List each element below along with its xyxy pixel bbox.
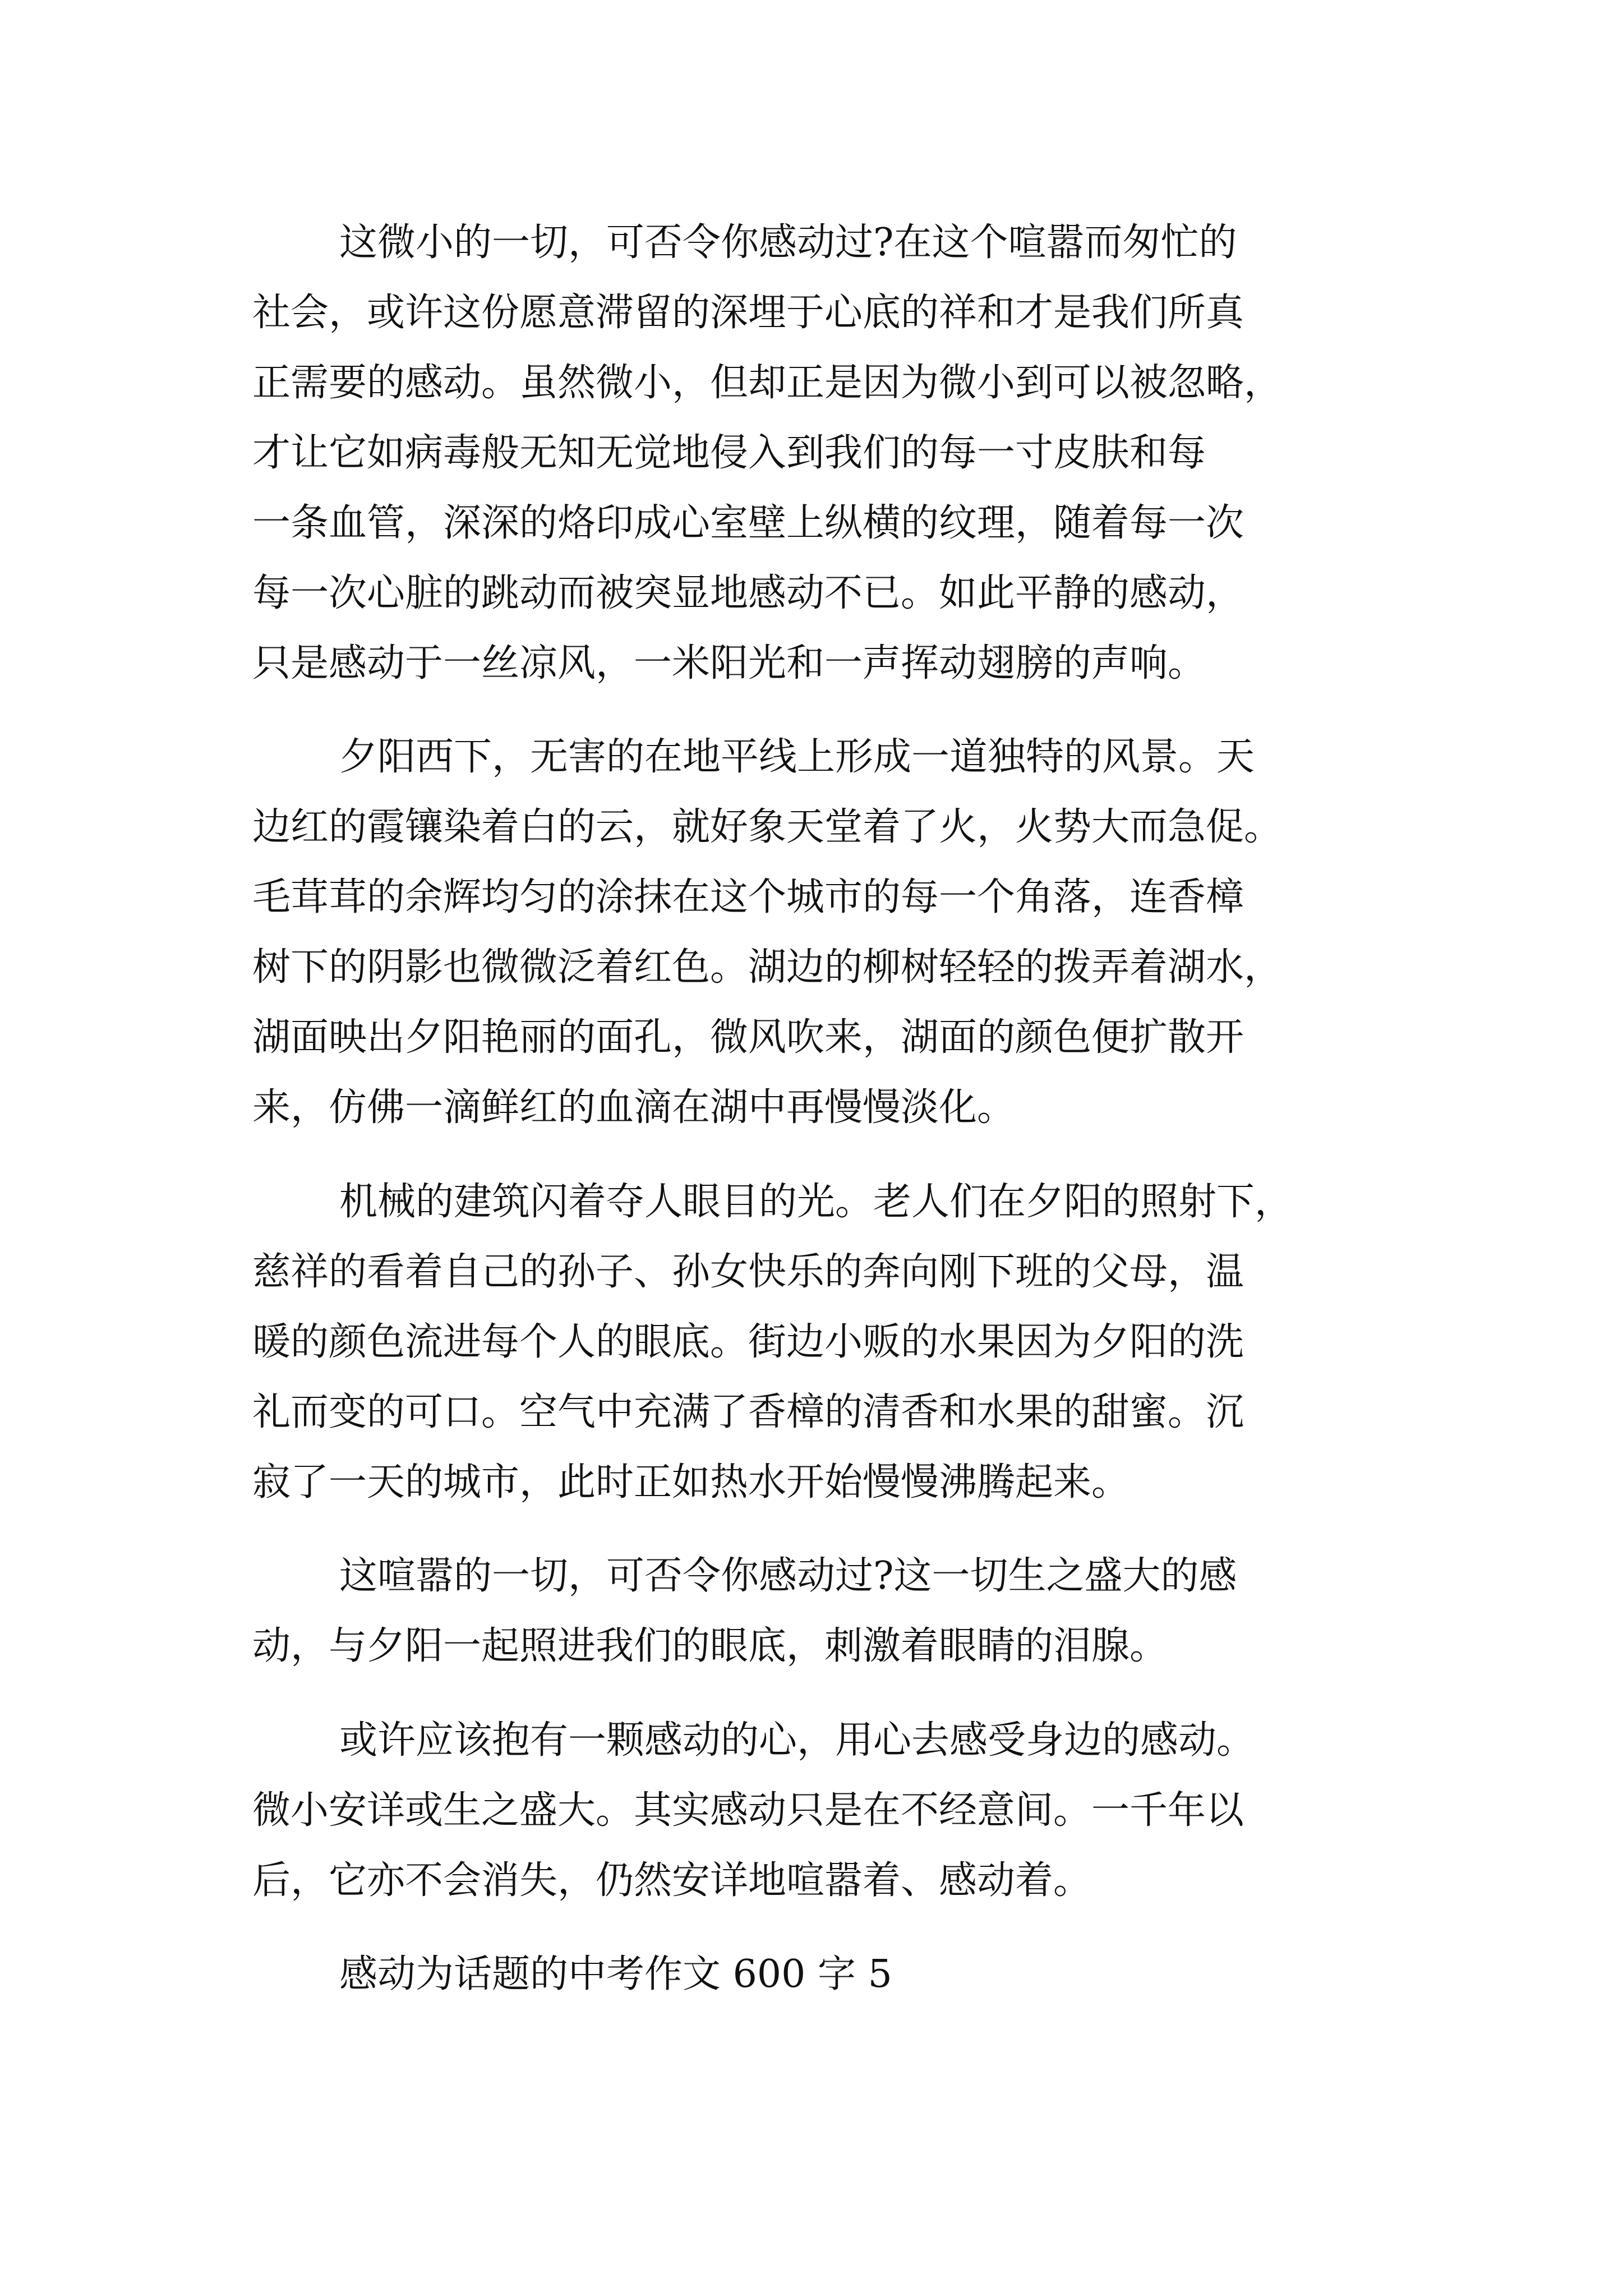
paragraph-2-line-5: 湖面映出夕阳艳丽的面孔，微风吹来，湖面的颜色便扩散开 [252, 1015, 1244, 1060]
paragraph-1-line-6: 每一次心脏的跳动而被突显地感动不已。如此平静的感动， [252, 571, 1244, 615]
paragraph-4-line-1: 这喧嚣的一切，可否令你感动过?这一切生之盛大的感 [339, 1554, 1237, 1598]
paragraph-5-line-1: 或许应该抱有一颗感动的心，用心去感受身边的感动。 [339, 1718, 1255, 1763]
paragraph-1-line-1: 这微小的一切，可否令你感动过?在这个喧嚣而匆忙的 [339, 220, 1237, 265]
paragraph-3-line-1: 机械的建筑闪着夺人眼目的光。老人们在夕阳的照射下， [339, 1180, 1293, 1224]
paragraph-5-line-3: 后，它亦不会消失，仍然安详地喧嚣着、感动着。 [252, 1858, 1092, 1903]
paragraph-1-line-4: 才让它如病毒般无知无觉地侵入到我们的每一寸皮肤和每 [252, 431, 1206, 475]
paragraph-3-line-3: 暖的颜色流进每个人的眼底。街边小贩的水果因为夕阳的洗 [252, 1320, 1244, 1364]
paragraph-3-line-5: 寂了一天的城市，此时正如热水开始慢慢沸腾起来。 [252, 1460, 1130, 1504]
paragraph-3-line-2: 慈祥的看着自己的孙子、孙女快乐的奔向刚下班的父母，温 [252, 1250, 1244, 1294]
paragraph-2-line-3: 毛茸茸的余辉均匀的涂抹在这个城市的每一个角落，连香樟 [252, 875, 1244, 919]
paragraph-1-line-2: 社会，或许这份愿意滞留的深埋于心底的祥和才是我们所真 [252, 291, 1244, 335]
paragraph-1-line-7: 只是感动于一丝凉风，一米阳光和一声挥动翅膀的声响。 [252, 641, 1206, 685]
paragraph-5-line-2: 微小安详或生之盛大。其实感动只是在不经意间。一千年以 [252, 1788, 1244, 1833]
paragraph-4-line-2: 动，与夕阳一起照进我们的眼底，刺激着眼睛的泪腺。 [252, 1624, 1168, 1668]
paragraph-1-line-5: 一条血管，深深的烙印成心室壁上纵横的纹理，随着每一次 [252, 501, 1244, 545]
paragraph-2-line-6: 来，仿佛一滴鲜红的血滴在湖中再慢慢淡化。 [252, 1085, 1016, 1130]
paragraph-2-line-2: 边红的霞镶染着白的云，就好象天堂着了火，火势大而急促。 [252, 805, 1283, 849]
paragraph-3-line-4: 礼而变的可口。空气中充满了香樟的清香和水果的甜蜜。沉 [252, 1390, 1244, 1434]
paragraph-1-line-3: 正需要的感动。虽然微小，但却正是因为微小到可以被忽略， [252, 361, 1283, 405]
section-heading: 感动为话题的中考作文 600 字 5 [339, 1952, 892, 1996]
paragraph-2-line-4: 树下的阴影也微微泛着红色。湖边的柳树轻轻的拨弄着湖水， [252, 945, 1283, 990]
paragraph-2-line-1: 夕阳西下，无害的在地平线上形成一道独特的风景。天 [339, 735, 1255, 779]
